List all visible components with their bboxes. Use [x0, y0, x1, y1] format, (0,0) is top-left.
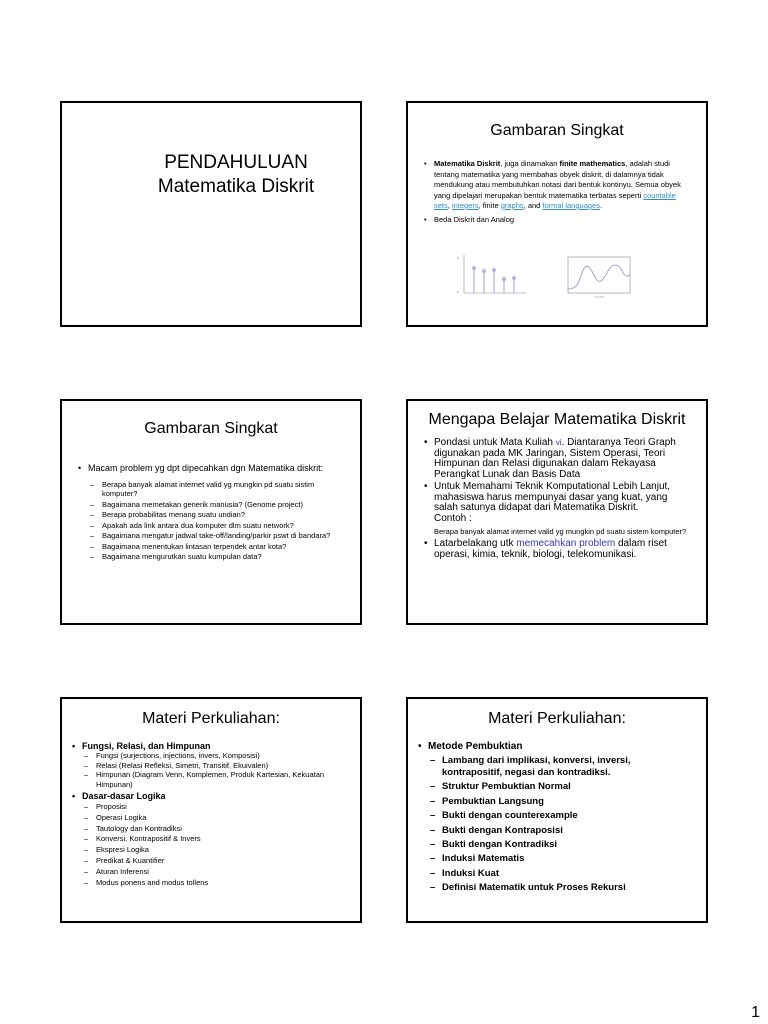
- text-pre: Latarbelakang utk: [434, 538, 517, 549]
- sep: .: [599, 201, 603, 210]
- term-matematika-diskrit: Matematika Diskrit: [434, 159, 501, 168]
- list-item: – Struktur Pembuktian Normal: [428, 781, 692, 793]
- link-formal-languages[interactable]: formal languages: [542, 201, 600, 210]
- slide-title: [62, 151, 360, 199]
- bullet-text: Macam problem yg dpt dipecahkan dgn Matematika diskrit:: [88, 463, 324, 473]
- list-item: – Pembuktian Langsung: [428, 796, 692, 808]
- text-body: , adalah studi tentang matematika yang membahas obyek diskrit, di dalamnya tidak mendukung atau membutuhkan notasi dari bentuk kontinyu. Semua obyek yang dipelajari merupakan bentuk matematika terbatas seperti: [434, 159, 681, 200]
- list-item: – Himpunan (Diagram Venn, Komplemen, Produk Kartesian, Kekuatan Himpunan): [82, 770, 346, 789]
- slide-title: Materi Perkuliahan:: [142, 710, 280, 727]
- list-item: – Apakah ada link antara dua komputer dlm suatu network?: [88, 521, 342, 531]
- sep: ,: [447, 201, 452, 210]
- slide-pendahuluan: [60, 101, 362, 327]
- list-item: – Bagaimana mengatur jadwal take-off/landing/parkir pswt di bandara?: [88, 531, 342, 541]
- section-title: Dasar-dasar Logika: [82, 791, 166, 801]
- svg-text:0: 0: [457, 290, 459, 294]
- title-line1: PENDAHULUAN: [164, 152, 308, 173]
- list-item: – Operasi Logika: [82, 813, 346, 824]
- slide-materi-1: [60, 697, 362, 923]
- bullet-teknik: [422, 482, 692, 537]
- section-metode: [416, 741, 692, 894]
- svg-text:9: 9: [457, 256, 459, 260]
- section-title: Metode Pembuktian: [428, 741, 523, 752]
- bullet-pondasi: [422, 438, 692, 480]
- list-item: – Tautology dan Kontradiksi: [82, 824, 346, 835]
- contoh-text: Berapa banyak alamat internet valid yg mungkin pd suatu sistem komputer?: [434, 527, 687, 536]
- list-item: – Aturan Inferensi: [82, 867, 346, 878]
- bullet-problems: [76, 463, 342, 562]
- link-integers[interactable]: integers: [451, 201, 479, 210]
- list-item: – Modus ponens and modus tollens: [82, 878, 346, 889]
- sep: , and: [523, 201, 543, 210]
- bullet-text: Untuk Memahami Teknik Komputational Lebih Lanjut, mahasiswa harus mempunyai dasar yang kuat, yang salah satunya didapat dari Matematika Diskrit.: [434, 481, 671, 513]
- text-highlight: memecahkan problem: [516, 538, 616, 549]
- list-item: – Bukti dengan Kontraposisi: [428, 825, 692, 837]
- slide-mengapa-belajar: [406, 399, 708, 625]
- text-pre: Pondasi untuk Mata Kuliah: [434, 437, 556, 448]
- list-item: – Konversi, Kontrapositif & Invers: [82, 834, 346, 845]
- list-item: – Bagaimana memetakan generik manusia? (Genome project): [88, 500, 342, 510]
- list-item: – Bagaimana mengurutkan suatu kumpulan data?: [88, 552, 342, 562]
- text-vi: vi: [555, 438, 562, 447]
- text-post: dalam riset operasi, kimia, teknik, biologi, telekomunikasi.: [434, 538, 667, 560]
- slide-title: Gambaran Singkat: [490, 122, 624, 139]
- text-post: . Diantaranya Teori Graph digunakan pada MK Jaringan, Sistem Operasi, Teori Himpunan dan Relasi digunakan dalam Rekayasa Perangkat Lunak dan Basis Data: [434, 437, 676, 480]
- slide-title: Gambaran Singkat: [144, 420, 278, 437]
- list-item: – Predikat & Kuantifier: [82, 856, 346, 867]
- list-item: – Definisi Matematik untuk Proses Rekursi: [428, 882, 692, 894]
- list-item: – Fungsi (surjections, injections, invers, Komposisi): [82, 751, 346, 761]
- slide-materi-2: [406, 697, 708, 923]
- text-mid: , juga dinamakan: [500, 159, 560, 168]
- page-number: 1: [751, 1004, 760, 1021]
- list-item: – Bagaimana menentukan lintasan terpendek antar kota?: [88, 542, 342, 552]
- slide-gambaran-singkat-1: [406, 101, 708, 327]
- link-graphs[interactable]: graphs: [500, 201, 524, 210]
- slide-title: Mengapa Belajar Matematika Diskrit: [428, 411, 686, 428]
- list-item: – Berapa probabilitas menang suatu undian?: [88, 510, 342, 520]
- bullet-latarbelakang: [422, 539, 692, 560]
- slide-title: Materi Perkuliahan:: [488, 710, 626, 727]
- sep: , finite: [478, 201, 501, 210]
- analog-signal-figure: [560, 253, 635, 301]
- list-item: – Proposisi: [82, 802, 346, 813]
- section-logika: [70, 791, 346, 801]
- list-item: – Lambang dari implikasi, konversi, inversi, kontrapositif, negasi dan kontradiksi.: [428, 755, 692, 779]
- list-item: – Relasi (Relasi Refleksi, Simetri, Transitif, Ekuivalen): [82, 761, 346, 771]
- bullet-definition: [422, 159, 690, 212]
- list-item: – Bukti dengan counterexample: [428, 810, 692, 822]
- contoh-label: Contoh :: [434, 512, 472, 524]
- section-title: Fungsi, Relasi, dan Himpunan: [82, 741, 211, 751]
- term-finite-math: finite mathematics: [559, 159, 626, 168]
- section-fungsi: [70, 741, 346, 751]
- discrete-signal-figure: [454, 253, 529, 301]
- list-item: – Ekspresi Logika: [82, 845, 346, 856]
- bullet-beda: • Beda Diskrit dan Analog: [422, 215, 690, 226]
- list-item: – Induksi Kuat: [428, 868, 692, 880]
- link-countable-sets[interactable]: countable sets: [434, 190, 676, 210]
- list-item: – Bukti dengan Kontradiksi: [428, 839, 692, 851]
- list-item: – Berapa banyak alamat internet valid yg mungkin pd suatu sistim komputer?: [88, 480, 342, 499]
- title-line2: Matematika Diskrit: [157, 176, 315, 197]
- list-item: – Induksi Matematis: [428, 853, 692, 865]
- slide-gambaran-singkat-2: [60, 399, 362, 625]
